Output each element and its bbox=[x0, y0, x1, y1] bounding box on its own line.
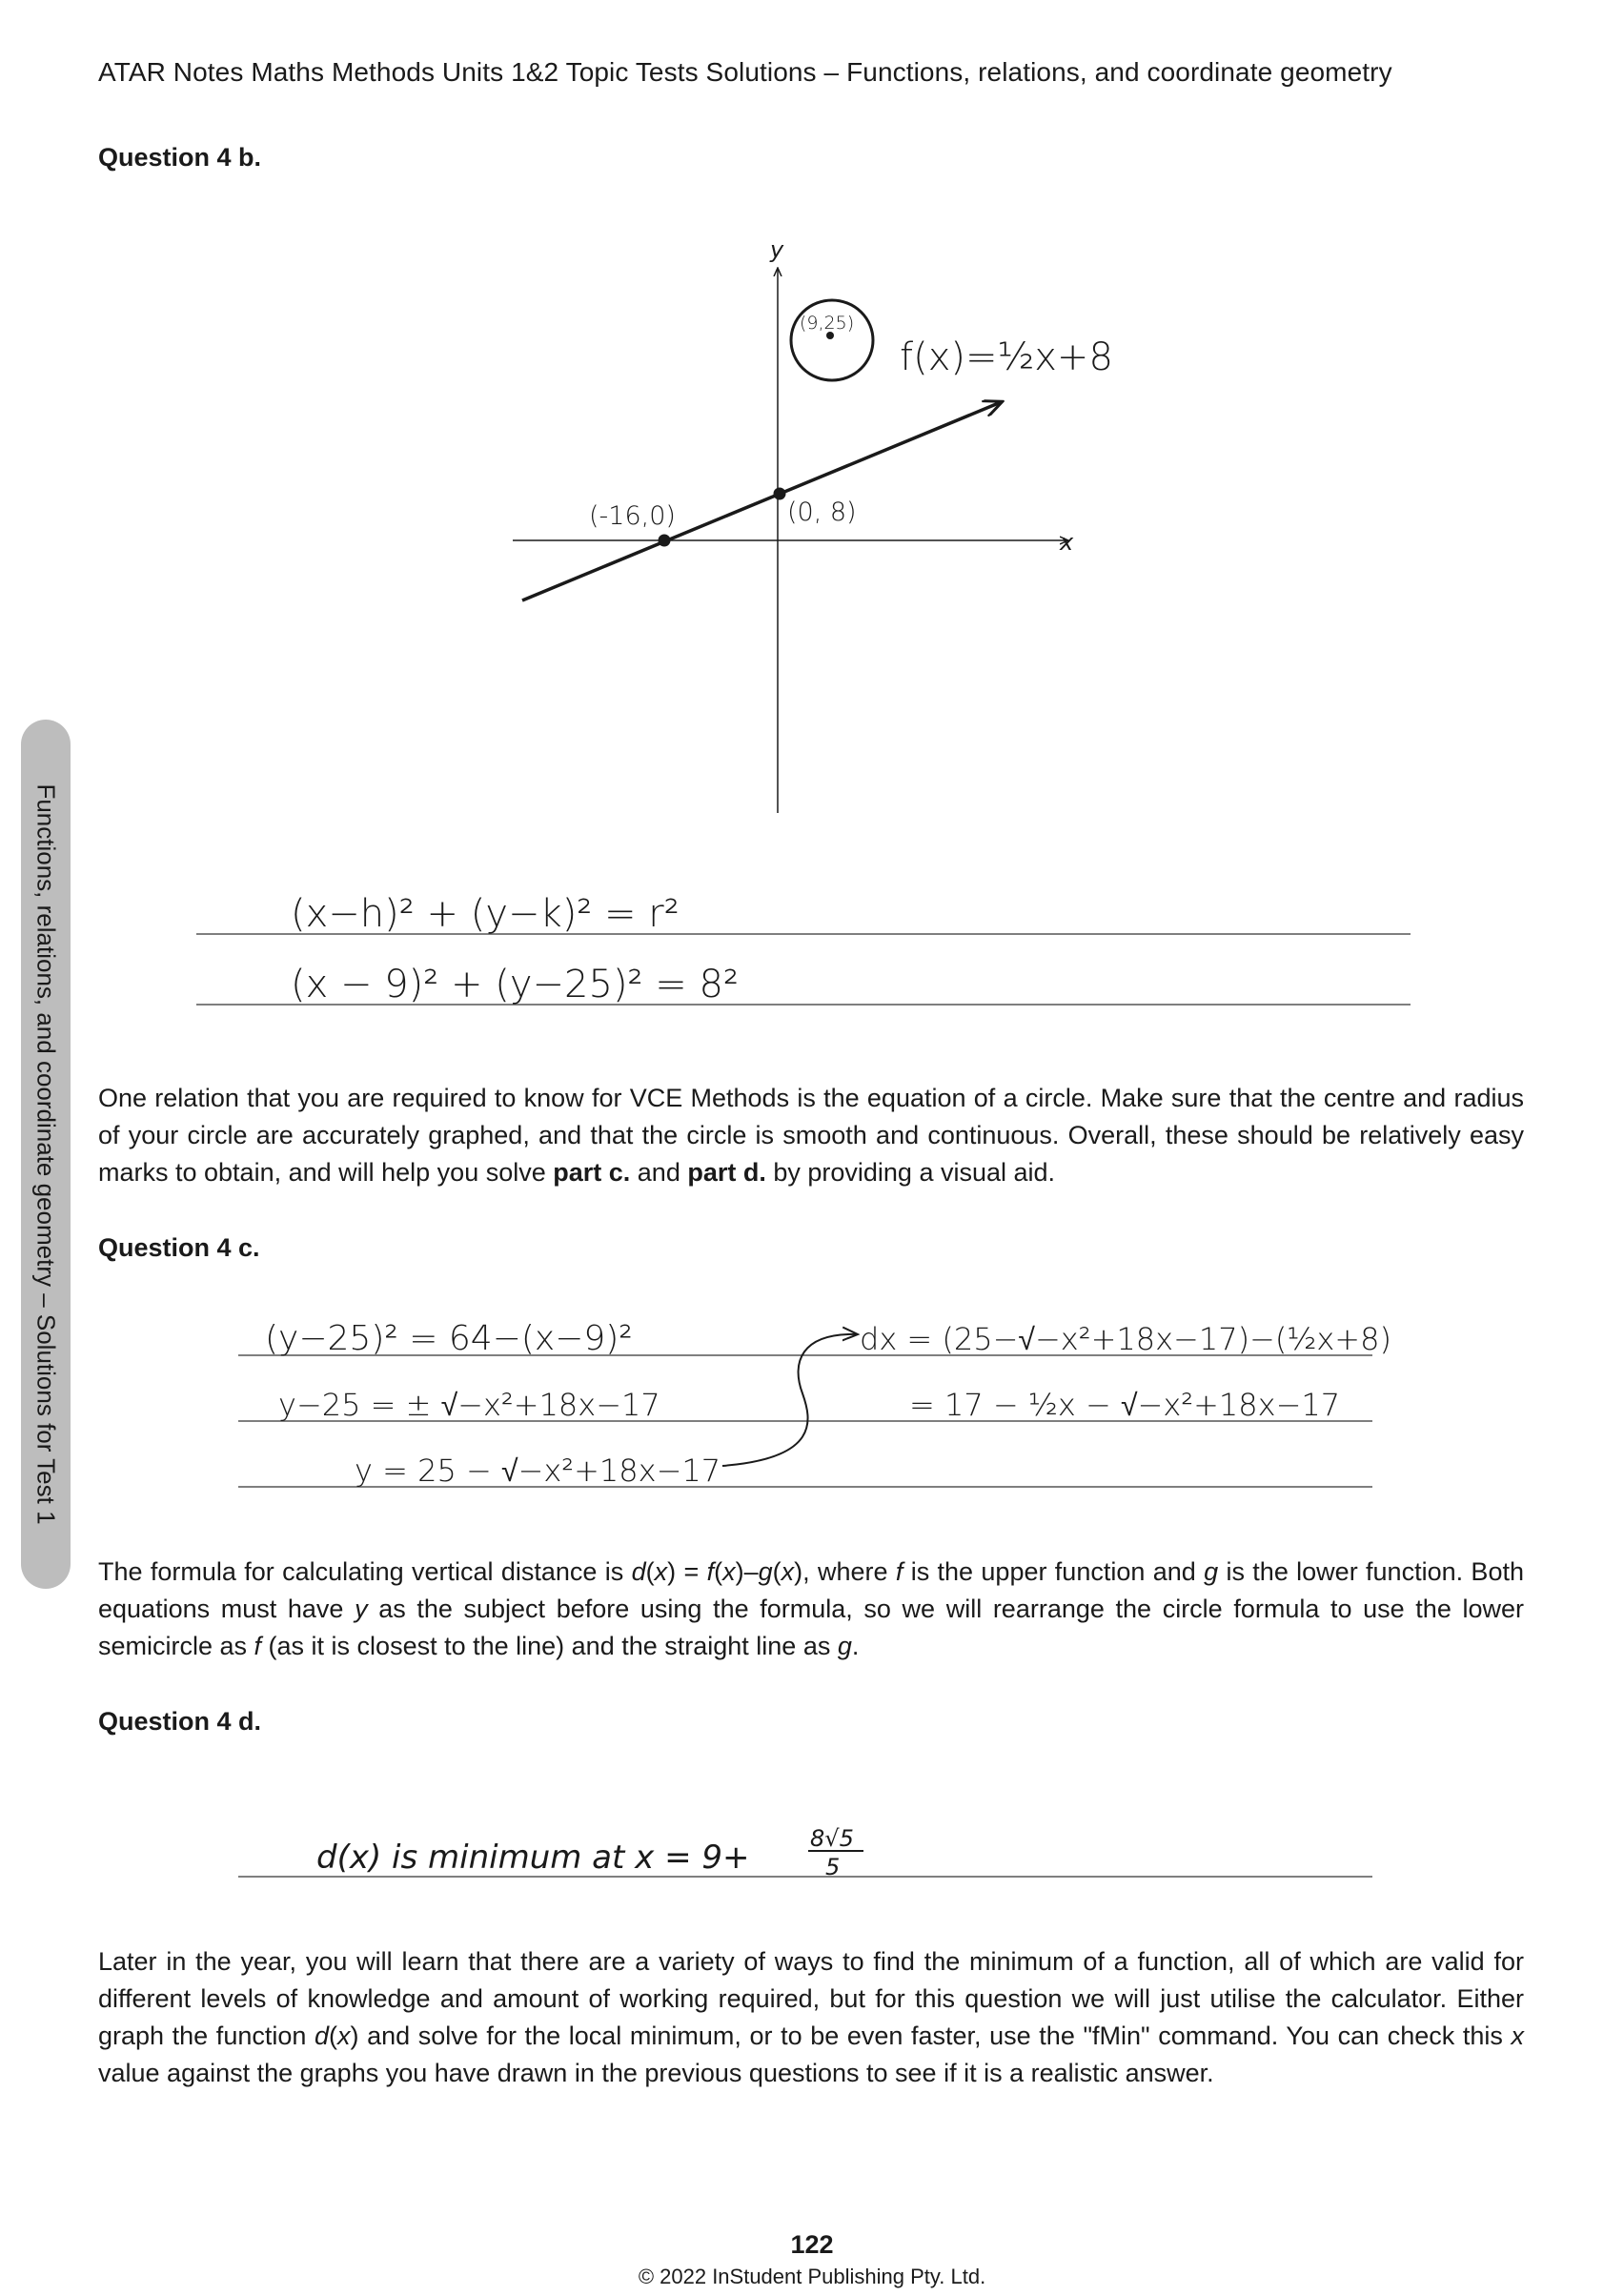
function-label: f(x)=½x+8 bbox=[900, 335, 1113, 379]
working-4c bbox=[238, 1319, 1391, 1489]
y-intercept-point bbox=[774, 488, 786, 500]
working-4c-left-1: (y−25)² = 64−(x−9)² bbox=[265, 1319, 633, 1358]
working-4d-line-1: d(x) is minimum at x = 9+ bbox=[316, 1839, 750, 1877]
working-4c-left-2: y−25 = ± √−x²+18x−17 bbox=[278, 1387, 660, 1423]
working-4d-frac-den: 5 bbox=[825, 1854, 841, 1880]
working-4c-right-1: dx = (25−√−x²+18x−17)−(½x+8) bbox=[860, 1321, 1391, 1357]
explanation-4b: One relation that you are required to know for VCE Methods is the equation of a circle. Make sure that the centre and radius of your circle are accurately graphed, and that the circle is smooth and continuous. Overall, these should be relatively easy marks to obtain, and will help you solve part c. and part d. by providing a visual aid. bbox=[98, 1084, 1524, 1187]
page-number: 122 bbox=[790, 2230, 834, 2259]
working-4d-frac-num: 8√5 bbox=[810, 1825, 854, 1852]
side-tab-label: Functions, relations, and coordinate geometry – Solutions for Test 1 bbox=[31, 783, 61, 1525]
question-4c-heading: Question 4 c. bbox=[98, 1233, 260, 1262]
explanation-4c: The formula for calculating vertical distance is d(x) = f(x)–g(x), where f is the upper function and g is the lower function. Both equations must have y as the subject before using the formula, so we will rearrange the circle formula to use the lower semicircle as f (as it is closest to the line) and the straight line as g. bbox=[98, 1557, 1524, 1660]
working-4b-line-2: (x − 9)² + (y−25)² = 8² bbox=[291, 963, 740, 1006]
page-header: ATAR Notes Maths Methods Units 1&2 Topic Tests Solutions – Functions, relations, and coordinate geometry bbox=[98, 57, 1392, 87]
connector-arrow bbox=[722, 1334, 858, 1466]
working-4d bbox=[238, 1825, 1372, 1880]
working-4b bbox=[196, 892, 1411, 1006]
question-4d-heading: Question 4 d. bbox=[98, 1707, 262, 1736]
working-4c-right-2: = 17 − ½x − √−x²+18x−17 bbox=[909, 1387, 1341, 1423]
x-intercept-point bbox=[659, 535, 671, 547]
copyright-notice: © 2022 InStudent Publishing Pty. Ltd. bbox=[638, 2265, 986, 2288]
y-intercept-label: (0, 8) bbox=[787, 498, 857, 527]
working-4b-line-1: (x−h)² + (y−k)² = r² bbox=[291, 892, 680, 936]
y-axis-label: y bbox=[770, 236, 784, 263]
explanation-4d: Later in the year, you will learn that there are a variety of ways to find the minimum of a function, all of which are valid for different levels of knowledge and amount of working required, but for this question we will just utilise the calculator. Either graph the function d(x) and solve for the local minimum, or to be even faster, use the "fMin" command. You can check this x value against the graphs you have drawn in the previous questions to see if it is a realistic answer. bbox=[98, 1947, 1524, 2087]
circle-centre-label: (9,25) bbox=[800, 313, 855, 334]
working-4c-left-3: y = 25 − √−x²+18x−17 bbox=[355, 1453, 721, 1489]
graph-4b bbox=[513, 236, 1113, 813]
question-4b-heading: Question 4 b. bbox=[98, 143, 262, 172]
x-axis-label: x bbox=[1060, 529, 1074, 556]
x-intercept-label: (-16,0) bbox=[589, 501, 676, 531]
